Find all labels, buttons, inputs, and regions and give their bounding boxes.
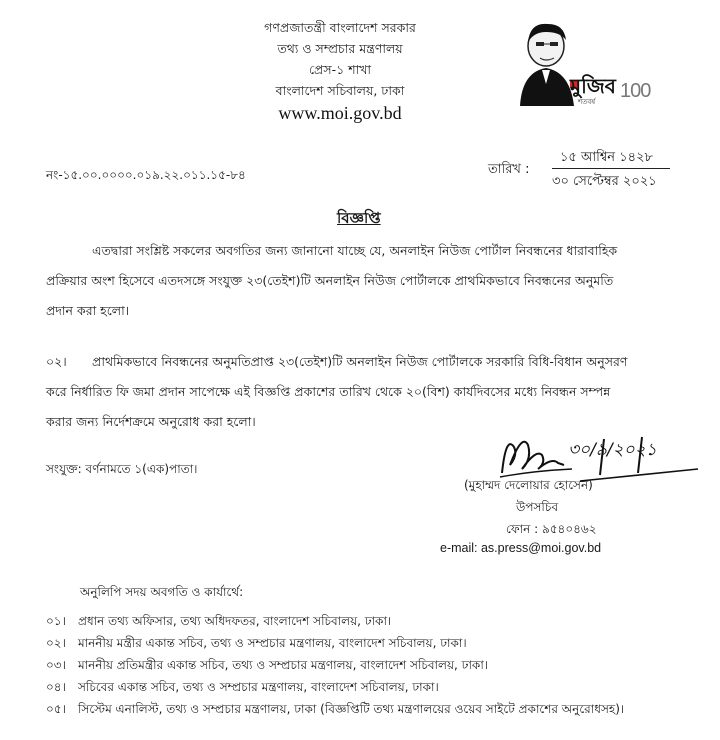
logo-text-sub: শতবর্ষ	[578, 98, 596, 106]
signatory-designation: উপসচিব	[516, 500, 559, 514]
signatory-email: e-mail: as.press@moi.gov.bd	[440, 541, 602, 555]
mujib-centenary-logo	[512, 14, 652, 106]
copy-item-1-number: ০১।	[46, 614, 66, 628]
copy-item-2-number: ০২।	[46, 636, 66, 650]
copy-item-1-text: প্রধান তথ্য অফিসার, তথ্য অধিদফতর, বাংলাদেশ সচিবালয়, ঢাকা।	[78, 614, 392, 628]
copy-item-3-number: ০৩।	[46, 658, 66, 672]
copy-item-4-number: ০৪।	[46, 680, 66, 694]
header-ministry: তথ্য ও সম্প্রচার মন্ত্রণালয়	[277, 41, 403, 56]
date-divider	[552, 168, 670, 169]
para2-line1: প্রাথমিকভাবে নিবন্ধনের অনুমতিপ্রাপ্ত ২৩(তেইশ)টি অনলাইন নিউজ পোর্টালকে সরকারি বিধি-বিধান অনুসরণ	[92, 354, 628, 369]
signature-date: ৩০/৯/২০২১	[568, 440, 657, 460]
document-title: বিজ্ঞপ্তি	[337, 209, 381, 227]
para2-number: ০২।	[46, 354, 67, 369]
header-location: বাংলাদেশ সচিবালয়, ঢাকা	[275, 83, 405, 98]
header-government: গণপ্রজাতন্ত্রী বাংলাদেশ সরকার	[264, 20, 416, 35]
copies-heading: অনুলিপি সদয় অবগতি ও কার্যার্থে:	[80, 585, 244, 599]
logo-number: 100	[620, 80, 651, 102]
date-bangla: ১৫ আশ্বিন ১৪২৮	[560, 150, 653, 165]
signatory-name: (মুহাম্মদ দেলোয়ার হোসেন)	[464, 478, 593, 492]
para2-line2: করে নির্ধারিত ফি জমা প্রদান সাপেক্ষে এই বিজ্ঞপ্তি প্রকাশের তারিখ থেকে ২০(বিশ) কার্যদিবসের মধ্যে নিবন্ধন সম্পন্ন	[46, 384, 611, 399]
memo-number: নং-১৫.০০.০০০০.০১৯.২২.০১১.১৫-৮৪	[46, 168, 246, 182]
date-label: তারিখ :	[488, 162, 530, 177]
copy-item-3-text: মাননীয় প্রতিমন্ত্রীর একান্ত সচিব, তথ্য ও সম্প্রচার মন্ত্রণালয়, বাংলাদেশ সচিবালয়, ঢাকা।	[78, 658, 489, 672]
para1-line3: প্রদান করা হলো।	[46, 303, 130, 318]
header-section: প্রেস-১ শাখা	[308, 62, 372, 77]
para1-line2: প্রক্রিয়ার অংশ হিসেবে এতদসঙ্গে সংযুক্ত ২৩(তেইশ)টি অনলাইন নিউজ পোর্টালকে প্রাথমিকভাবে নিবন্ধনের অনুমতি	[46, 273, 614, 288]
para2-line3: করার জন্য নির্দেশক্রমে অনুরোধ করা হলো।	[46, 414, 256, 429]
date-gregorian: ৩০ সেপ্টেম্বর ২০২১	[552, 174, 657, 189]
header-website: www.moi.gov.bd	[278, 103, 402, 123]
copy-item-2-text: মাননীয় মন্ত্রীর একান্ত সচিব, তথ্য ও সম্প্রচার মন্ত্রণালয়, বাংলাদেশ সচিবালয়, ঢাকা।	[78, 636, 467, 650]
copy-item-5-number: ০৫।	[46, 702, 66, 716]
signatory-phone: ফোন : ৯৫৪০৪৬২	[506, 522, 597, 536]
logo-text-mujib: মুজিব	[570, 74, 616, 98]
copy-item-5-text: সিস্টেম এনালিস্ট, তথ্য ও সম্প্রচার মন্ত্রণালয়, ঢাকা (বিজ্ঞপ্তিটি তথ্য মন্ত্রণালয়ের ওয়েব সাইটে প্রকাশের অনুরোধসহ)।	[78, 702, 625, 716]
copy-item-4-text: সচিবের একান্ত সচিব, তথ্য ও সম্প্রচার মন্ত্রণালয়, বাংলাদেশ সচিবালয়, ঢাকা।	[78, 680, 439, 694]
para1-line1: এতদ্বারা সংশ্লিষ্ট সকলের অবগতির জন্য জানানো যাচ্ছে যে, অনলাইন নিউজ পোর্টাল নিবন্ধনের ধারাবাহিক	[92, 243, 618, 258]
attachment-note: সংযুক্ত: বর্ণনামতে ১(এক)পাতা।	[46, 462, 198, 476]
